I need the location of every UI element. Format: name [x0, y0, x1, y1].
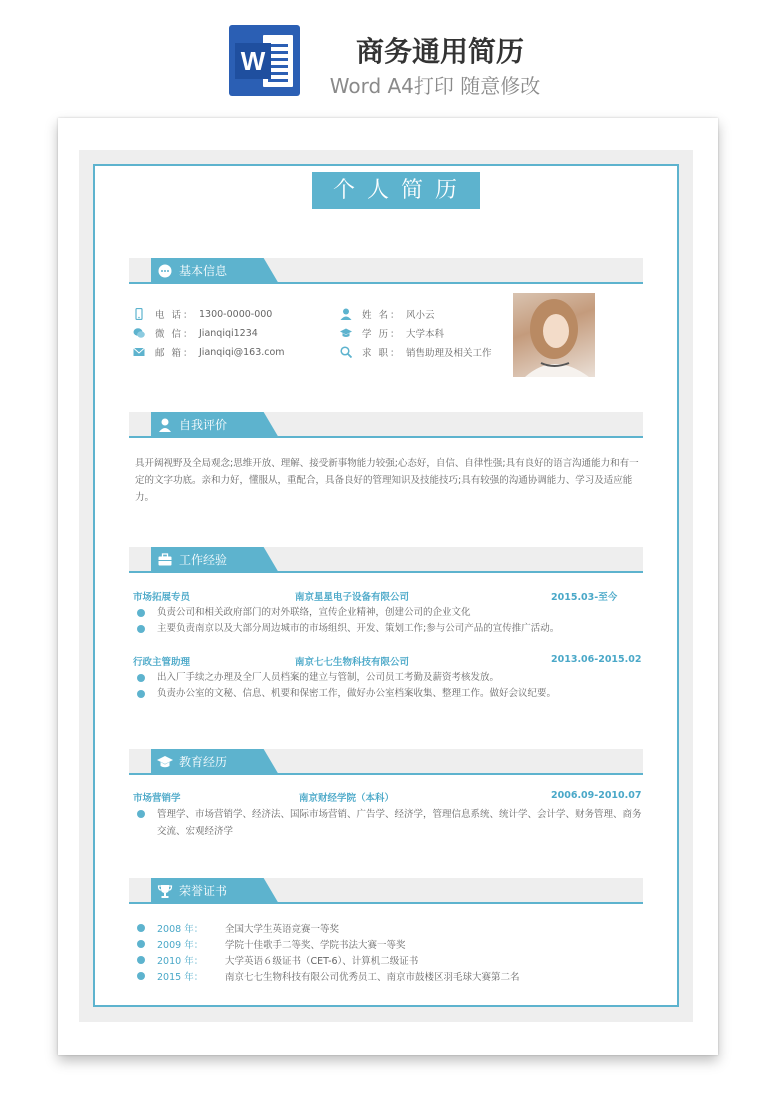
wechat-row: 微 信： Jianqiqi1234 [133, 326, 258, 340]
graduation-cap-icon [340, 327, 352, 339]
name-value: 风小云 [406, 310, 435, 321]
wechat-value: Jianqiqi1234 [199, 327, 258, 339]
resume-paper [58, 118, 718, 1055]
honor-item: 2015 年： 南京七七生物科技有限公司优秀员工、南京市鼓楼区羽毛球大赛第二名 [135, 969, 520, 983]
section-title: 荣誉证书 [179, 884, 228, 898]
section-work [129, 547, 643, 573]
trophy-icon [157, 883, 173, 899]
email-icon [133, 346, 145, 358]
wechat-icon [133, 327, 145, 339]
section-title: 教育经历 [179, 755, 228, 769]
section-honors [129, 878, 643, 904]
section-self-eval [129, 412, 643, 438]
job-position: 行政主管助理 [133, 657, 191, 668]
phone-icon [133, 308, 145, 320]
honor-item: 2008 年： 全国大学生英语竞赛一等奖 [135, 921, 339, 935]
degree-value: 大学本科 [406, 329, 445, 340]
job-duty: 负责公司和相关政府部门的对外联络，宣传企业精神，创建公司的企业文化 [135, 605, 645, 621]
phone-row: 电 话： 1300-0000-000 [133, 307, 272, 321]
honor-item: 2009 年： 学院十佳歌手二等奖、学院书法大赛一等奖 [135, 937, 406, 951]
section-title: 基本信息 [179, 264, 228, 278]
name-row: 姓 名： 风小云 [340, 307, 435, 321]
job-duty: 出入厂手续之办理及全厂人员档案的建立与管制，公司员工考勤及薪资考核发放。 [135, 670, 645, 686]
header-banner [0, 0, 774, 110]
graduation-cap-icon [157, 754, 173, 770]
chat-icon [157, 263, 173, 279]
section-basic-info [129, 258, 643, 284]
email-row: 邮 箱： Jianqiqi@163.com [133, 345, 285, 359]
job-row: 求 职： 销售助理及相关工作 [340, 345, 492, 359]
edu-school: 南京财经学院（本科） [299, 793, 395, 804]
job-company: 南京七七生物科技有限公司 [295, 657, 410, 668]
edu-courses: 管理学、市场营销学、经济法、国际市场营销、广告学、经济学，管理信息系统、统计学、会计学、财务管理、商务交流、宏观经济学 [135, 806, 645, 840]
section-title: 自我评价 [179, 418, 228, 432]
resume-title: 个人简历 [312, 172, 480, 209]
section-title: 工作经验 [179, 553, 228, 567]
banner-subtitle: Word A4打印 随意修改 [329, 74, 541, 98]
user-icon [340, 308, 352, 320]
email-value: Jianqiqi@163.com [199, 346, 285, 358]
edu-period: 2006.09-2010.07 [551, 790, 642, 801]
job-duty: 负责办公室的文秘、信息、机要和保密工作，做好办公室档案收集、整理工作。做好会议纪要。 [135, 686, 645, 702]
user-icon [157, 417, 173, 433]
job-duty: 主要负责南京以及大部分周边城市的市场组织、开发、策划工作;参与公司产品的宣传推广活动。 [135, 621, 645, 637]
job-period: 2015.03-至今 [551, 592, 618, 603]
honor-item: 2010 年： 大学英语６级证书（CET-6）、计算机二级证书 [135, 953, 418, 967]
word-icon: W [229, 25, 300, 96]
degree-row: 学 历： 大学本科 [340, 326, 444, 340]
job-value: 销售助理及相关工作 [406, 348, 492, 359]
edu-major: 市场营销学 [133, 793, 181, 804]
section-education [129, 749, 643, 775]
briefcase-icon [157, 552, 173, 568]
job-period: 2013.06-2015.02 [551, 654, 642, 665]
resume-frame [93, 164, 679, 1007]
job-position: 市场拓展专员 [133, 592, 191, 603]
banner-title: 商务通用简历 [355, 35, 524, 68]
self-eval-text: 具开阔视野及全局观念;思维开放、理解、接受新事物能力较强;心态好，自信、自律性强;具有良好的语言沟通能力和有一定的文字功底。亲和力好，懂服从，重配合，具备良好的管理知识及技能技巧;具有较强的沟通协调能力、学习及适应能力。 [135, 458, 639, 503]
job-company: 南京星星电子设备有限公司 [295, 592, 410, 603]
search-icon [340, 346, 352, 358]
phone-value: 1300-0000-000 [199, 308, 273, 320]
profile-photo [513, 293, 595, 377]
